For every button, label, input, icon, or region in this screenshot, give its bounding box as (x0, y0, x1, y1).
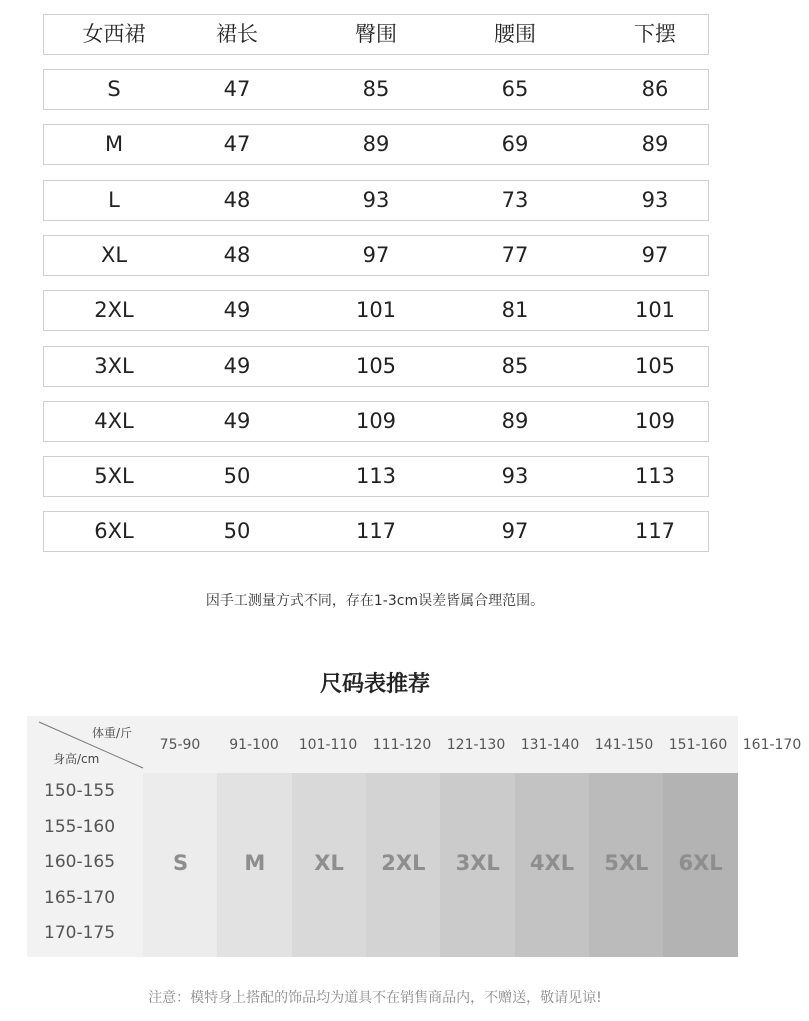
length-cell: 48 (223, 242, 251, 267)
waist-cell: 81 (501, 298, 529, 323)
hem-cell: 113 (634, 464, 676, 489)
header-waist: 腰围 (494, 22, 536, 46)
size-cell: 4XL (94, 408, 134, 433)
size-band (292, 773, 367, 957)
length-cell: 50 (223, 464, 251, 489)
recommended-size-label: M (244, 851, 266, 875)
hip-cell: 113 (355, 464, 397, 489)
hem-cell: 86 (641, 77, 669, 101)
hip-cell: 105 (355, 353, 397, 378)
waist-cell: 89 (501, 408, 529, 433)
weight-range-header: 75-90 (159, 737, 201, 753)
size-cell: 6XL (94, 519, 134, 544)
hem-cell: 105 (634, 353, 676, 378)
waist-cell: 69 (501, 132, 529, 157)
size-table-row (43, 124, 709, 165)
size-cell: S (107, 77, 121, 101)
hip-cell: 109 (355, 408, 397, 433)
waist-cell: 85 (501, 353, 529, 378)
waist-cell: 97 (501, 519, 529, 544)
size-table-row (43, 456, 709, 497)
header-hem: 下摆 (634, 22, 676, 46)
measurement-note: 因手工测量方式不同，存在1-3cm误差皆属合理范围。 (205, 593, 545, 609)
size-band (440, 773, 515, 957)
size-recommendation-grid (27, 716, 802, 957)
height-range-label: 155-160 (44, 816, 116, 837)
hem-cell: 101 (634, 298, 676, 323)
recommend-title: 尺码表推荐 (319, 672, 430, 697)
height-range-label: 165-170 (44, 887, 116, 908)
hip-cell: 117 (355, 519, 397, 544)
size-cell: 5XL (94, 464, 134, 489)
length-cell: 49 (223, 408, 251, 433)
recommended-size-label: 4XL (529, 851, 575, 875)
header-category: 女西裙 (82, 22, 146, 46)
size-band (143, 773, 218, 957)
size-table-row (43, 511, 709, 552)
height-range-label: 150-155 (44, 781, 116, 801)
length-cell: 50 (223, 519, 251, 544)
hip-cell: 101 (355, 298, 397, 323)
size-table-row (43, 235, 709, 276)
size-table-header (43, 14, 709, 55)
hip-cell: 97 (362, 242, 390, 267)
size-cell: L (108, 187, 120, 212)
weight-range-header: 151-160 (668, 737, 728, 753)
recommended-size-label: 3XL (455, 851, 500, 875)
size-band (515, 773, 590, 957)
size-cell: XL (100, 242, 128, 267)
weight-range-header: 101-110 (298, 737, 358, 753)
height-range-label: 160-165 (44, 852, 116, 872)
size-table-row (43, 290, 709, 331)
waist-cell: 77 (501, 242, 529, 267)
recommended-size-label: S (172, 851, 189, 875)
size-cell: M (104, 132, 124, 157)
hip-cell: 85 (362, 77, 390, 101)
hem-cell: 89 (641, 132, 669, 157)
height-axis-label: 身高/cm (53, 752, 100, 766)
header-skirt-length: 裙长 (216, 22, 258, 46)
size-band (217, 773, 292, 957)
recommended-size-label: 6XL (678, 851, 723, 875)
size-band (366, 773, 441, 957)
length-cell: 48 (223, 187, 251, 212)
hem-cell: 97 (641, 242, 669, 267)
weight-range-header: 141-150 (594, 737, 654, 753)
weight-axis-label: 体重/斤 (92, 726, 133, 740)
weight-range-header: 121-130 (446, 737, 506, 753)
size-cell: 3XL (94, 353, 134, 378)
weight-range-header: 91-100 (229, 737, 279, 753)
height-range-label: 170-175 (44, 923, 116, 943)
size-band (589, 773, 664, 957)
size-table-row (43, 346, 709, 387)
hip-cell: 89 (362, 132, 390, 157)
hip-cell: 93 (362, 187, 390, 212)
hem-cell: 93 (641, 187, 669, 212)
hem-cell: 117 (634, 519, 676, 544)
length-cell: 49 (223, 353, 251, 378)
size-table-row (43, 401, 709, 442)
recommended-size-label: 2XL (381, 851, 426, 875)
recommended-size-label: XL (314, 851, 344, 875)
recommended-size-label: 5XL (604, 851, 649, 875)
weight-range-header: 111-120 (372, 737, 432, 753)
footer-note: 注意：模特身上搭配的饰品均为道具不在销售商品内，不赠送，敬请见谅! (148, 990, 602, 1006)
size-cell: 2XL (94, 298, 134, 323)
length-cell: 47 (223, 77, 251, 101)
waist-cell: 65 (501, 77, 529, 101)
weight-range-header: 131-140 (520, 737, 580, 753)
waist-cell: 93 (501, 464, 529, 489)
length-cell: 47 (223, 132, 251, 157)
size-table-row (43, 69, 709, 110)
hem-cell: 109 (634, 408, 676, 433)
size-table-row (43, 180, 709, 221)
length-cell: 49 (223, 298, 251, 323)
waist-cell: 73 (501, 187, 529, 212)
weight-range-header: 161-170 (742, 737, 802, 753)
size-band (663, 773, 738, 957)
header-hip: 臀围 (355, 22, 397, 46)
